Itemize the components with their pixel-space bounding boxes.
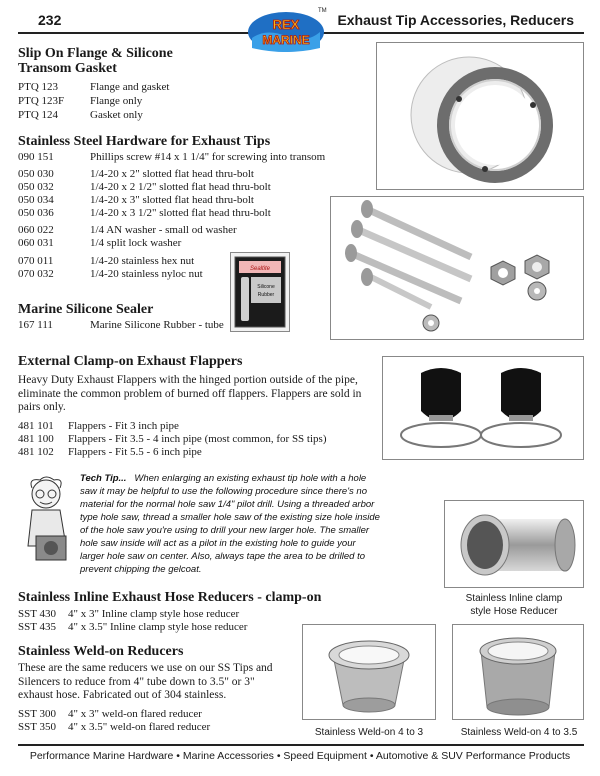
list-item: 060 022 1/4 AN washer - small od washer xyxy=(18,224,237,236)
section-heading-weld-on: Stainless Weld-on Reducers xyxy=(18,644,184,659)
weld-on-4-to-35-photo xyxy=(452,624,584,720)
weld-on-4-to-3-caption: Stainless Weld-on 4 to 3 xyxy=(314,727,424,738)
page-title: Exhaust Tip Accessories, Reducers xyxy=(337,12,574,28)
list-item: 481 100 Flappers - Fit 3.5 - 4 inch pipe (most common, for SS tips) xyxy=(18,433,327,445)
flappers-photo xyxy=(382,356,584,460)
weld-on-4-to-3-photo xyxy=(302,624,436,720)
inline-reducer-image xyxy=(445,501,583,587)
tech-tip-mechanic-icon xyxy=(18,476,82,568)
flappers-image xyxy=(383,357,583,459)
list-item: SST 300 4" x 3" weld-on flared reducer xyxy=(18,708,202,720)
bolts-nuts-washers-image xyxy=(331,197,583,339)
list-item: 050 036 1/4-20 x 3 1/2" slotted flat head thru-bolt xyxy=(18,207,271,219)
tech-tip-text: Tech Tip... When enlarging an existing exhaust tip hole with a hole saw it may be helpful to use the following procedure since there's no material for the normal hole saw 1/4" pilot drill. Using a threaded arbor type hole saw, thread a smaller hole saw of the existing size hole inside of the hole saw you're using to drill your new larger hole. The smaller hole saw inside will act as a pilot in the existing hole to guide your larger hole saw on center. Also, always tape the area to be drilled to prevent chipping the gelcoat. xyxy=(80,473,380,575)
inline-reducer-photo xyxy=(444,500,584,588)
trademark-mark: TM xyxy=(318,8,327,14)
footer-divider xyxy=(18,744,584,746)
page-number: 232 xyxy=(38,12,62,28)
section-heading-hardware: Stainless Steel Hardware for Exhaust Tips xyxy=(18,134,271,149)
inline-reducer-caption: Stainless Inline clamp style Hose Reducer xyxy=(465,593,563,617)
list-item: 050 030 1/4-20 x 2" slotted flat head thru-bolt xyxy=(18,168,254,180)
list-item: 167 111 Marine Silicone Rubber - tube xyxy=(18,319,224,331)
list-item: 070 032 1/4-20 stainless nyloc nut xyxy=(18,268,203,280)
weld-on-4-to-35-caption: Stainless Weld-on 4 to 3.5 xyxy=(460,727,578,738)
list-item: PTQ 124 Gasket only xyxy=(18,109,143,121)
list-item: 070 011 1/4-20 stainless hex nut xyxy=(18,255,195,267)
list-item: 481 101 Flappers - Fit 3 inch pipe xyxy=(18,420,179,432)
weld-on-4-to-35-image xyxy=(453,625,583,719)
silicone-tube-image xyxy=(231,253,289,331)
list-item: SST 430 4" x 3" Inline clamp style hose reducer xyxy=(18,608,240,620)
flange-gasket-image xyxy=(377,43,583,189)
list-item: 050 034 1/4-20 x 3" slotted flat head thru-bolt xyxy=(18,194,254,206)
footer-text: Performance Marine Hardware • Marine Accessories • Speed Equipment • Automotive & SUV Performance Products xyxy=(29,750,571,762)
list-item: 060 031 1/4 split lock washer xyxy=(18,237,182,249)
list-item: 090 151 Phillips screw #14 x 1 1/4" for screwing into transom xyxy=(18,151,326,163)
list-item: PTQ 123F Flange only xyxy=(18,95,143,107)
svg-text:Silicone: Silicone xyxy=(257,284,275,290)
section-heading-hose-reducers: Stainless Inline Exhaust Hose Reducers - clamp-on xyxy=(18,590,322,605)
svg-text:Rubber: Rubber xyxy=(257,292,275,298)
list-item: 481 102 Flappers - Fit 5.5 - 6 inch pipe xyxy=(18,446,202,458)
hardware-photo xyxy=(330,196,584,340)
silicone-package-photo xyxy=(230,252,290,332)
flappers-description: Heavy Duty Exhaust Flappers with the hinged portion outside of the pipe, eliminate the common problem of burned off flappers. Flappers are sold in pairs only. xyxy=(18,374,362,413)
list-item: 050 032 1/4-20 x 2 1/2" slotted flat head thru-bolt xyxy=(18,181,271,193)
svg-text:REX: REX xyxy=(272,17,300,32)
list-item: SST 435 4" x 3.5" Inline clamp style hose reducer xyxy=(18,621,248,633)
section-heading-flappers: External Clamp-on Exhaust Flappers xyxy=(18,354,243,369)
weld-on-description: These are the same reducers we use on our SS Tips and Silencers to reduce from 4" tube down to 3.5" or 3" exhaust hose. Fabricated out of 304 stainless. xyxy=(18,662,273,701)
svg-text:Sealtite: Sealtite xyxy=(249,266,271,272)
rex-marine-logo xyxy=(246,8,326,54)
list-item: PTQ 123 Flange and gasket xyxy=(18,81,170,93)
section-heading-sealer: Marine Silicone Sealer xyxy=(18,302,154,317)
weld-on-4-to-3-image xyxy=(303,625,435,719)
section-heading-flange: Slip On Flange & Silicone Transom Gasket xyxy=(18,46,173,76)
list-item: SST 350 4" x 3.5" weld-on flared reducer xyxy=(18,721,211,733)
flange-photo xyxy=(376,42,584,190)
svg-text:MARINE: MARINE xyxy=(262,33,310,47)
